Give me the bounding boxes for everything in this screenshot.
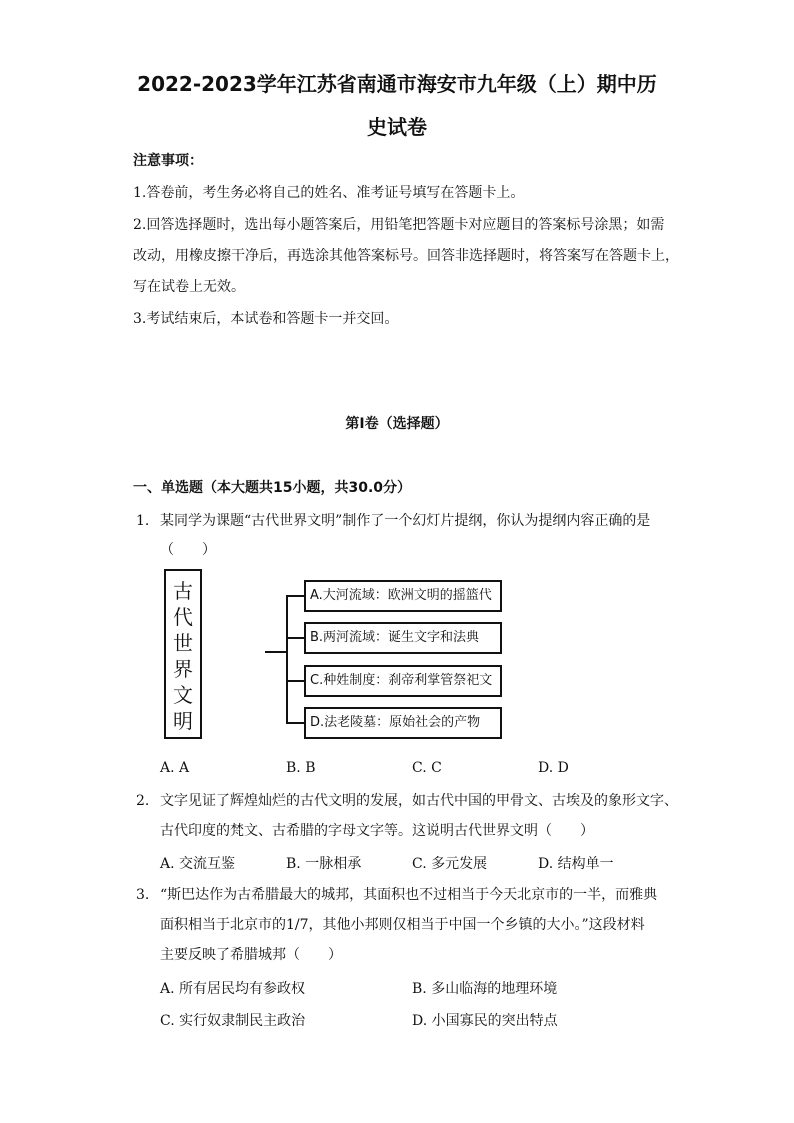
q2-option-d[interactable]: D. 结构单一 bbox=[538, 856, 614, 872]
q2-option-a[interactable]: A. 交流互鉴 bbox=[160, 856, 236, 872]
connector-b bbox=[286, 637, 304, 639]
notice-item-2a: 2.回答选择题时，选出每小题答案后，用铅笔把答题卡对应题目的答案标号涂黑；如需 bbox=[133, 217, 665, 233]
q1-stem: 某同学为课题“古代世界文明”制作了一个幻灯片提纲，你认为提纲内容正确的是 bbox=[160, 513, 651, 529]
left-char-1: 古 bbox=[173, 579, 193, 603]
q3-stem-line3: 主要反映了希腊城邦（ ） bbox=[160, 947, 342, 963]
connector-d bbox=[286, 722, 304, 724]
notice-item-3: 3.考试结束后，本试卷和答题卡一并交回。 bbox=[133, 311, 399, 327]
connector-vertical bbox=[286, 595, 288, 724]
q2-number: 2. bbox=[136, 793, 150, 809]
q1-number: 1. bbox=[136, 513, 150, 529]
q1-option-a[interactable]: A. A bbox=[160, 760, 190, 776]
left-char-2: 代 bbox=[173, 605, 193, 629]
notice-item-2c: 写在试卷上无效。 bbox=[133, 279, 245, 295]
q3-stem-line1: “斯巴达作为古希腊最大的城邦，其面积也不过相当于今天北京市的一半，而雅典 bbox=[160, 887, 658, 903]
q3-option-b[interactable]: B. 多山临海的地理环境 bbox=[412, 981, 558, 997]
diagram-left-box bbox=[164, 569, 202, 739]
diagram-box-d: D.法老陵墓：原始社会的产物 bbox=[304, 707, 502, 739]
q1-option-d[interactable]: D. D bbox=[538, 760, 569, 776]
left-char-3: 世 bbox=[173, 631, 193, 655]
q3-option-d[interactable]: D. 小国寡民的突出特点 bbox=[412, 1013, 558, 1029]
q3-number: 3. bbox=[136, 887, 150, 903]
connector-c bbox=[286, 680, 304, 682]
q3-stem-line2: 面积相当于北京市的1/7，其他小邦则仅相当于中国一个乡镇的大小。”这段材料 bbox=[160, 917, 645, 933]
q3-option-c[interactable]: C. 实行奴隶制民主政治 bbox=[160, 1013, 306, 1029]
exam-title-line1: 2022-2023学年江苏省南通市海安市九年级（上）期中历 bbox=[137, 72, 657, 96]
diagram-box-a: A.大河流域：欧洲文明的摇篮代 bbox=[304, 580, 502, 612]
q1-option-b[interactable]: B. B bbox=[286, 760, 316, 776]
notice-item-1: 1.答卷前，考生务必将自己的姓名、准考证号填写在答题卡上。 bbox=[133, 185, 525, 201]
q2-option-c[interactable]: C. 多元发展 bbox=[412, 856, 488, 872]
notice-item-2b: 改动，用橡皮擦干净后，再选涂其他答案标号。回答非选择题时，将答案写在答题卡上， bbox=[133, 248, 679, 264]
diagram-box-c: C.种姓制度：刹帝利掌管祭祀文 bbox=[304, 665, 502, 697]
q2-option-b[interactable]: B. 一脉相承 bbox=[286, 856, 362, 872]
left-char-5: 文 bbox=[173, 683, 193, 707]
q3-option-a[interactable]: A. 所有居民均有参政权 bbox=[160, 981, 306, 997]
notice-heading: 注意事项： bbox=[133, 153, 203, 169]
left-char-6: 明 bbox=[173, 709, 193, 733]
q1-option-c[interactable]: C. C bbox=[412, 760, 442, 776]
part-heading: 一、单选题（本大题共15小题，共30.0分） bbox=[133, 480, 412, 496]
connector-a bbox=[286, 595, 304, 597]
q1-answer-bracket: （ ） bbox=[160, 542, 216, 558]
volume-heading: 第I卷（选择题） bbox=[345, 416, 449, 432]
connector-horizontal bbox=[265, 651, 287, 653]
q2-stem-line2: 古代印度的梵文、古希腊的字母文字等。这说明古代世界文明（ ） bbox=[160, 823, 594, 839]
exam-title-line2: 史试卷 bbox=[367, 115, 427, 139]
left-char-4: 界 bbox=[173, 657, 193, 681]
q2-stem-line1: 文字见证了辉煌灿烂的古代文明的发展，如古代中国的甲骨文、古埃及的象形文字、 bbox=[160, 793, 678, 809]
diagram-box-b: B.两河流域：诞生文字和法典 bbox=[304, 622, 502, 654]
